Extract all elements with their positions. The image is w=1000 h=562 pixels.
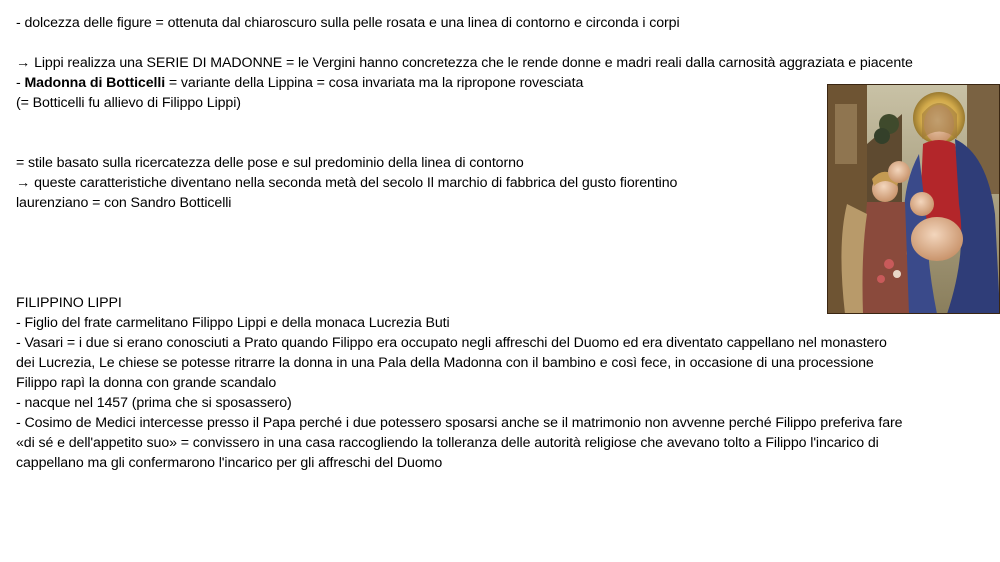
text-line-3-prefix: - — [16, 75, 25, 91]
painting-illustration — [827, 84, 1000, 314]
text-line-11: dei Lucrezia, Le chiese se potesse ritrarre la donna in una Pala della Madonna con il bambino e così fece, in occasione di una processione — [16, 355, 874, 371]
arrow-icon: → — [16, 55, 31, 71]
text-line-14: - Cosimo de Medici intercesse presso il Papa perché i due potessero sposarsi anche se il matrimonio non avvenne perché Filippo preferiva fare — [16, 415, 903, 431]
section-heading: FILIPPINO LIPPI — [16, 295, 122, 311]
text-line-3-bold: Madonna di Botticelli — [24, 75, 166, 91]
text-line-16: cappellano ma gli confermarono l'incarico per gli affreschi del Duomo — [16, 455, 443, 471]
text-line-5: = stile basato sulla ricercatezza delle pose e sul predominio della linea di contorno — [16, 155, 524, 171]
text-line-15: «di sé e dell'appetito suo» = convissero in una casa raccogliendo la tolleranza delle autorità religiose che avevano tolto a Filippo l'incarico di — [16, 435, 879, 451]
text-line-10: - Vasari = i due si erano conosciuti a Prato quando Filippo era occupato negli affreschi del Duomo ed era diventato cappellano nel monastero — [16, 335, 887, 351]
text-line-6 — [16, 173, 677, 193]
text-line-7: laurenziano = con Sandro Botticelli — [16, 195, 232, 211]
text-line-3-rest: = variante della Lippina = cosa invariata ma la ripropone rovesciata — [165, 75, 584, 91]
text-line-3 — [16, 73, 583, 93]
text-line-12: Filippo rapì la donna con grande scandalo — [16, 375, 277, 391]
arrow-icon: → — [16, 175, 31, 191]
text-line-2-content: Lippi realizza una SERIE DI MADONNE = le Vergini hanno concretezza che le rende donne e madri reali dalla carnosità aggraziata e piacente — [34, 55, 913, 71]
text-line-1: - dolcezza delle figure = ottenuta dal chiaroscuro sulla pelle rosata e una linea di contorno e circonda i corpi — [16, 15, 680, 31]
text-line-6-content: queste caratteristiche diventano nella seconda metà del secolo Il marchio di fabbrica del gusto fiorentino — [34, 175, 678, 191]
madonna-painting-image — [827, 84, 1000, 314]
text-line-4: (= Botticelli fu allievo di Filippo Lippi) — [16, 95, 241, 111]
text-line-2 — [16, 53, 913, 73]
text-line-9: - Figlio del frate carmelitano Filippo Lippi e della monaca Lucrezia Buti — [16, 315, 450, 331]
text-line-13: - nacque nel 1457 (prima che si sposassero) — [16, 395, 292, 411]
